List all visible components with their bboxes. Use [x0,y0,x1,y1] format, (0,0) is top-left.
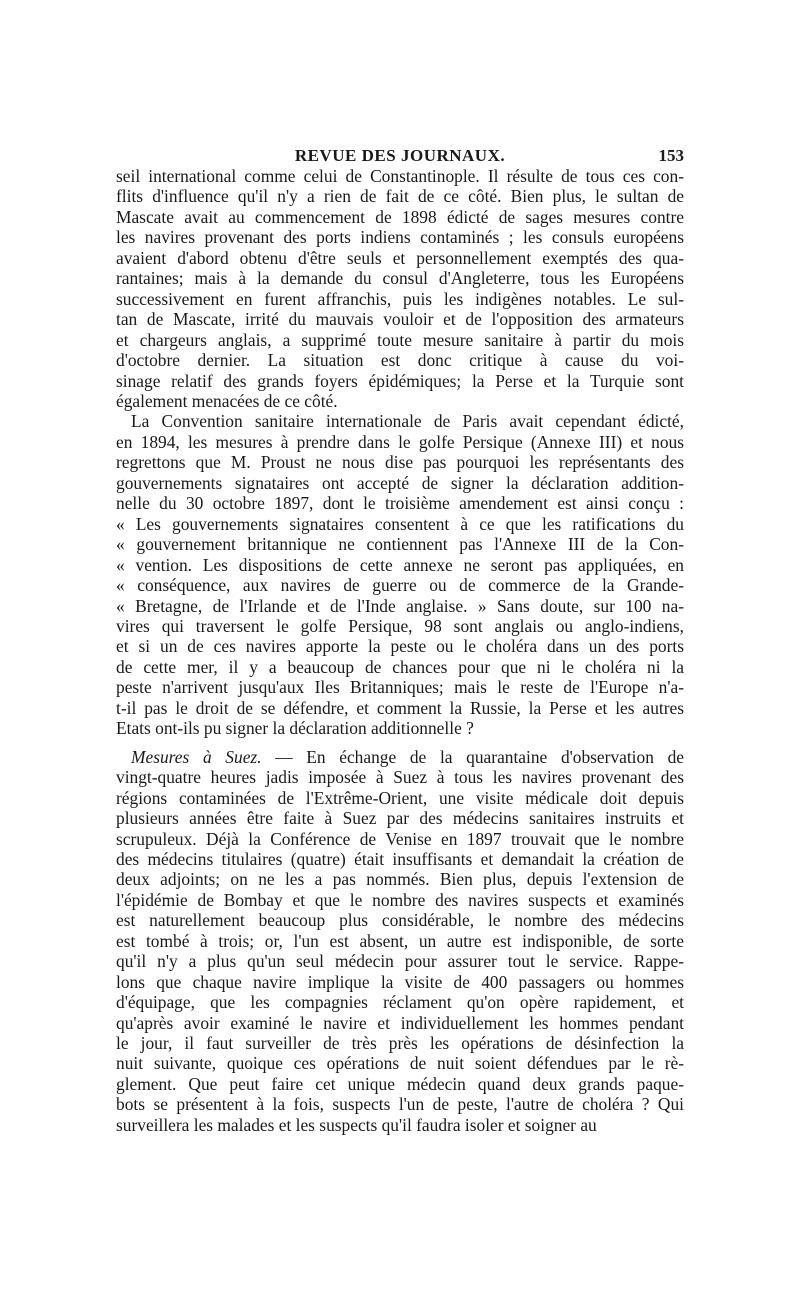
body-text [116,166,684,1135]
text-line: gouvernements signataires ont accepté de signer la déclaration addition- [116,472,684,493]
text-line: « Bretagne, de l'Irlande et de l'Inde anglaise. » Sans doute, sur 100 na- [116,595,684,616]
text-line: les navires provenant des ports indiens contaminés ; les consuls européens [116,227,684,248]
text-line: « gouvernement britannique ne contiennent pas l'Annexe III de la Con- [116,534,684,555]
text-line: de cette mer, il y a beaucoup de chances pour que ni le choléra ni la [116,656,684,677]
text-line: La Convention sanitaire internationale de Paris avait cependant édicté, [131,411,684,432]
text-line: lons que chaque navire implique la visite de 400 passagers ou hommes [116,971,684,992]
text-line: qu'il n'y a plus qu'un seul médecin pour assurer tout le service. Rappe- [116,951,684,972]
text-line: vingt-quatre heures jadis imposée à Suez à tous les navires provenant des [116,767,684,788]
text-line: avaient d'abord obtenu d'être seuls et personnellement exemptés des qua- [116,247,684,268]
text-line: seil international comme celui de Constantinople. Il résulte de tous ces con- [116,166,684,186]
text-line: « Les gouvernements signataires consentent à ce que les ratifications du [116,513,684,534]
text-line: Etats ont-ils pu signer la déclaration additionnelle ? [116,718,474,739]
text-line: rantaines; mais à la demande du consul d'Angleterre, tous les Européens [116,268,684,289]
text-line: l'épidémie de Bombay et que le nombre des navires suspects et examinés [116,889,684,910]
text-line: surveillera les malades et les suspects qu'il faudra isoler et soigner au [116,1114,597,1135]
text-line: le jour, il faut surveiller de très près les opérations de désinfection la [116,1033,684,1054]
page-header [116,138,684,166]
text-line: flits d'influence qu'il n'y a rien de fait de ce côté. Bien plus, le sultan de [116,186,684,207]
text-line: également menacées de ce côté. [116,390,338,411]
text-line: est tombé à trois; or, l'un est absent, un autre est indisponible, de sorte [116,930,684,951]
text-line: tan de Mascate, irrité du mauvais vouloir et de l'opposition des armateurs [116,309,684,330]
text-line: et si un de ces navires apporte la peste ou le choléra dans un des ports [116,636,684,657]
paragraph [116,747,684,1136]
text-line: des médecins titulaires (quatre) était insuffisants et demandait la création de [116,848,684,869]
text-line: glement. Que peut faire cet unique médecin quand deux grands paque- [116,1073,684,1094]
text-line: est naturellement beaucoup plus considérable, le nombre des médecins [116,910,684,931]
text-line: deux adjoints; on ne les a pas nommés. Bien plus, depuis l'extension de [116,869,684,890]
text-line: scrupuleux. Déjà la Conférence de Venise en 1897 trouvait que le nombre [116,828,684,849]
text-line: régions contaminées de l'Extrême-Orient, une visite médicale doit depuis [116,787,684,808]
section-title: Mesures à Suez. [131,746,262,767]
text-line: regrettons que M. Proust ne nous dise pas pourquoi les représentants des [116,452,684,473]
page-number: 153 [658,146,684,165]
text-line: en 1894, les mesures à prendre dans le golfe Persique (Annexe III) et nous [116,431,684,452]
text-line: « conséquence, aux navires de guerre ou de commerce de la Grande- [116,575,684,596]
text-line: qu'après avoir examiné le navire et individuellement les hommes pendant [116,1012,684,1033]
text-line-rest: — En échange de la quarantaine d'observation de [261,746,684,767]
text-line: sinage relatif des grands foyers épidémiques; la Perse et la Turquie sont [116,370,684,391]
text-line: successivement en furent affranchis, puis les indigènes notables. Le sul- [116,288,684,309]
text-line: nelle du 30 octobre 1897, dont le troisième amendement est ainsi conçu : [116,493,684,514]
text-line: vires qui traversent le golfe Persique, 98 sont anglais ou anglo-indiens, [116,615,684,636]
paragraph [116,166,684,411]
text-line: plusieurs années être faite à Suez par des médecins sanitaires instruits et [116,808,684,829]
text-line: et chargeurs anglais, a supprimé toute mesure sanitaire à partir du mois [116,329,684,350]
text-line: d'équipage, que les compagnies réclament qu'on opère rapidement, et [116,992,684,1013]
document-page [116,138,684,1135]
paragraph [116,411,684,738]
text-line: peste n'arrivent jusqu'aux Iles Britanniques; mais le reste de l'Europe n'a- [116,677,684,698]
text-line: « vention. Les dispositions de cette annexe ne seront pas appliquées, en [116,554,684,575]
text-line [116,747,684,767]
text-line: d'octobre dernier. La situation est donc critique à cause du voi- [116,350,684,371]
text-line: nuit suivante, quoique ces opérations de nuit soient défendues par le rè- [116,1053,684,1074]
running-title: REVUE DES JOURNAUX. [294,146,506,165]
text-line: bots se présentent à la fois, suspects l'un de peste, l'autre de choléra ? Qui [116,1094,684,1115]
text-line: Mascate avait au commencement de 1898 édicté de sages mesures contre [116,206,684,227]
text-line: t-il pas le droit de se défendre, et comment la Russie, la Perse et les autres [116,697,684,718]
